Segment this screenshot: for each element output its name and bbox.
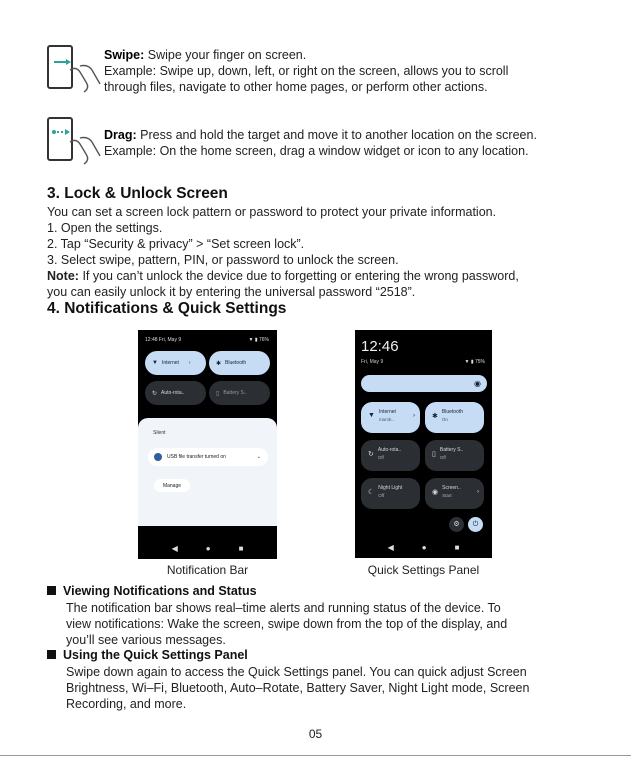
using-line2: Brightness, Wi–Fi, Bluetooth, Auto–Rotate, Battery Saver, Night Light mode, Screen [66, 681, 530, 695]
qs-tile-autorotate[interactable] [361, 440, 420, 471]
chevron-right-icon: › [413, 413, 415, 419]
rotate-icon: ↻ [152, 390, 158, 397]
tile-bluetooth[interactable] [209, 351, 270, 375]
viewing-heading [47, 584, 257, 598]
note-line1: If you can’t unlock the device due to forgetting or entering the wrong password, [82, 269, 519, 283]
back-icon[interactable]: ◀ [171, 544, 178, 553]
battery-indicator: ▼ ▮ 75% [464, 359, 485, 365]
nav-bar [138, 544, 277, 553]
bluetooth-icon: ✱ [432, 413, 438, 420]
clock: 12:46 [361, 338, 399, 355]
swipe-line2: Example: Swipe up, down, left, or right on the screen, allows you to scroll [104, 64, 509, 78]
lock-section-title: 3. Lock & Unlock Screen [47, 185, 228, 202]
drag-line2: Example: On the home screen, drag a window widget or icon to any location. [104, 144, 529, 158]
notification-bar-screenshot [138, 330, 277, 559]
bluetooth-label: Bluetooth [441, 409, 464, 415]
status-time: 12:48 Fri, May 9 [145, 337, 182, 343]
usb-notification[interactable] [148, 448, 268, 466]
tile-autorotate[interactable] [145, 381, 206, 405]
footer-rule [0, 755, 631, 756]
lock-intro: You can set a screen lock pattern or password to protect your private information. [47, 205, 497, 219]
qs-tile-bluetooth[interactable] [425, 402, 484, 433]
qs-tile-screen-record[interactable] [425, 478, 484, 509]
back-icon[interactable]: ◀ [387, 543, 394, 552]
chevron-right-icon: › [188, 360, 191, 366]
internet-sub: mamb.. [378, 417, 394, 422]
battery-saver-sub: Off [439, 455, 446, 460]
qs-tile-battery-saver[interactable] [425, 440, 484, 471]
settings-icon[interactable]: ⚙ [449, 517, 464, 532]
wifi-icon: ▼ [368, 412, 375, 419]
qs-tile-night-light[interactable] [361, 478, 420, 509]
record-icon: ◉ [432, 489, 439, 496]
lock-step-1: 1. Open the settings. [47, 221, 163, 235]
qs-tile-internet[interactable] [361, 402, 420, 433]
rotate-icon: ↻ [368, 451, 374, 458]
screen-record-label: Screen.. [442, 485, 461, 491]
viewing-line3: you’ll see various messages. [66, 633, 226, 647]
viewing-heading-text: Viewing Notifications and Status [63, 584, 257, 598]
using-line1: Swipe down again to access the Quick Settings panel. You can quick adjust Screen [66, 665, 527, 679]
page-number: 05 [308, 727, 323, 741]
viewing-line2: view notifications: Wake the screen, swipe down from the top of the display, and [66, 617, 508, 631]
brightness-slider[interactable] [361, 375, 487, 392]
bluetooth-sub: On [441, 417, 448, 422]
using-heading [47, 648, 248, 662]
using-line3: Recording, and more. [66, 697, 187, 711]
drag-gesture-icon [46, 116, 104, 166]
battery-indicator: ▼ ▮ 76% [248, 337, 269, 343]
lock-step-2: 2. Tap “Security & privacy” > “Set screen lock”. [47, 237, 305, 251]
wifi-icon: ▼ [152, 360, 158, 366]
caption-notification-bar: Notification Bar [166, 563, 249, 577]
tile-internet-label: Internet [161, 360, 179, 366]
battery-saver-label: Battery S.. [439, 447, 464, 453]
silent-label: Silent [153, 430, 166, 436]
moon-icon: ☾ [368, 489, 375, 496]
autorotate-label: Auto-rota.. [377, 447, 402, 453]
caption-quick-settings: Quick Settings Panel [367, 563, 480, 577]
power-icon[interactable]: ⏻ [468, 517, 483, 532]
tile-battery-saver[interactable] [209, 381, 270, 405]
battery-icon: ▯ [432, 451, 436, 458]
manage-button[interactable]: Manage [154, 479, 190, 492]
swipe-section [104, 47, 508, 95]
drag-line1: Press and hold the target and move it to another location on the screen. [140, 128, 537, 142]
tile-internet[interactable] [145, 351, 206, 375]
brightness-icon: ◉ [474, 379, 481, 388]
tile-battery-label: Battery S.. [223, 390, 247, 396]
swipe-heading: Swipe: [104, 48, 145, 62]
recents-icon[interactable]: ■ [238, 544, 244, 553]
note-line2: you can easily unlock it by entering the universal password “2518”. [47, 285, 416, 299]
chevron-right-icon: › [477, 489, 479, 495]
lock-note [47, 268, 519, 284]
home-icon[interactable]: ● [421, 543, 427, 552]
usb-message: USB file transfer turned on [167, 454, 226, 460]
bluetooth-icon: ✱ [216, 360, 222, 367]
using-heading-text: Using the Quick Settings Panel [63, 648, 248, 662]
lock-step-3: 3. Select swipe, pattern, PIN, or password to unlock the screen. [47, 253, 399, 267]
drag-heading: Drag: [104, 128, 137, 142]
night-light-sub: Off [378, 493, 385, 498]
internet-label: Internet [378, 409, 396, 415]
chevron-down-icon[interactable]: ⌄ [256, 454, 261, 460]
home-icon[interactable]: ● [205, 544, 211, 553]
recents-icon[interactable]: ■ [454, 543, 460, 552]
screen-record-sub: Start [442, 493, 452, 498]
quick-settings-screenshot [355, 330, 492, 558]
tile-autorotate-label: Auto-rota.. [161, 390, 185, 396]
note-label: Note: [47, 269, 79, 283]
swipe-line3: through files, navigate to other home pages, or perform other actions. [104, 80, 488, 94]
tile-bluetooth-label: Bluetooth [225, 360, 247, 366]
swipe-gesture-icon [46, 44, 104, 94]
notifications-section-title: 4. Notifications & Quick Settings [47, 300, 287, 317]
bullet-square [47, 650, 56, 659]
viewing-line1: The notification bar shows real–time alerts and running status of the device. To [66, 601, 501, 615]
drag-section [104, 127, 537, 159]
swipe-line1: Swipe your finger on screen. [147, 48, 307, 62]
nav-bar [355, 543, 492, 552]
date: Fri, May 9 [361, 359, 384, 365]
autorotate-sub: Off [377, 455, 384, 460]
usb-icon [154, 453, 162, 461]
night-light-label: Night Light [378, 485, 403, 491]
battery-icon: ▯ [216, 390, 220, 397]
bullet-square [47, 586, 56, 595]
